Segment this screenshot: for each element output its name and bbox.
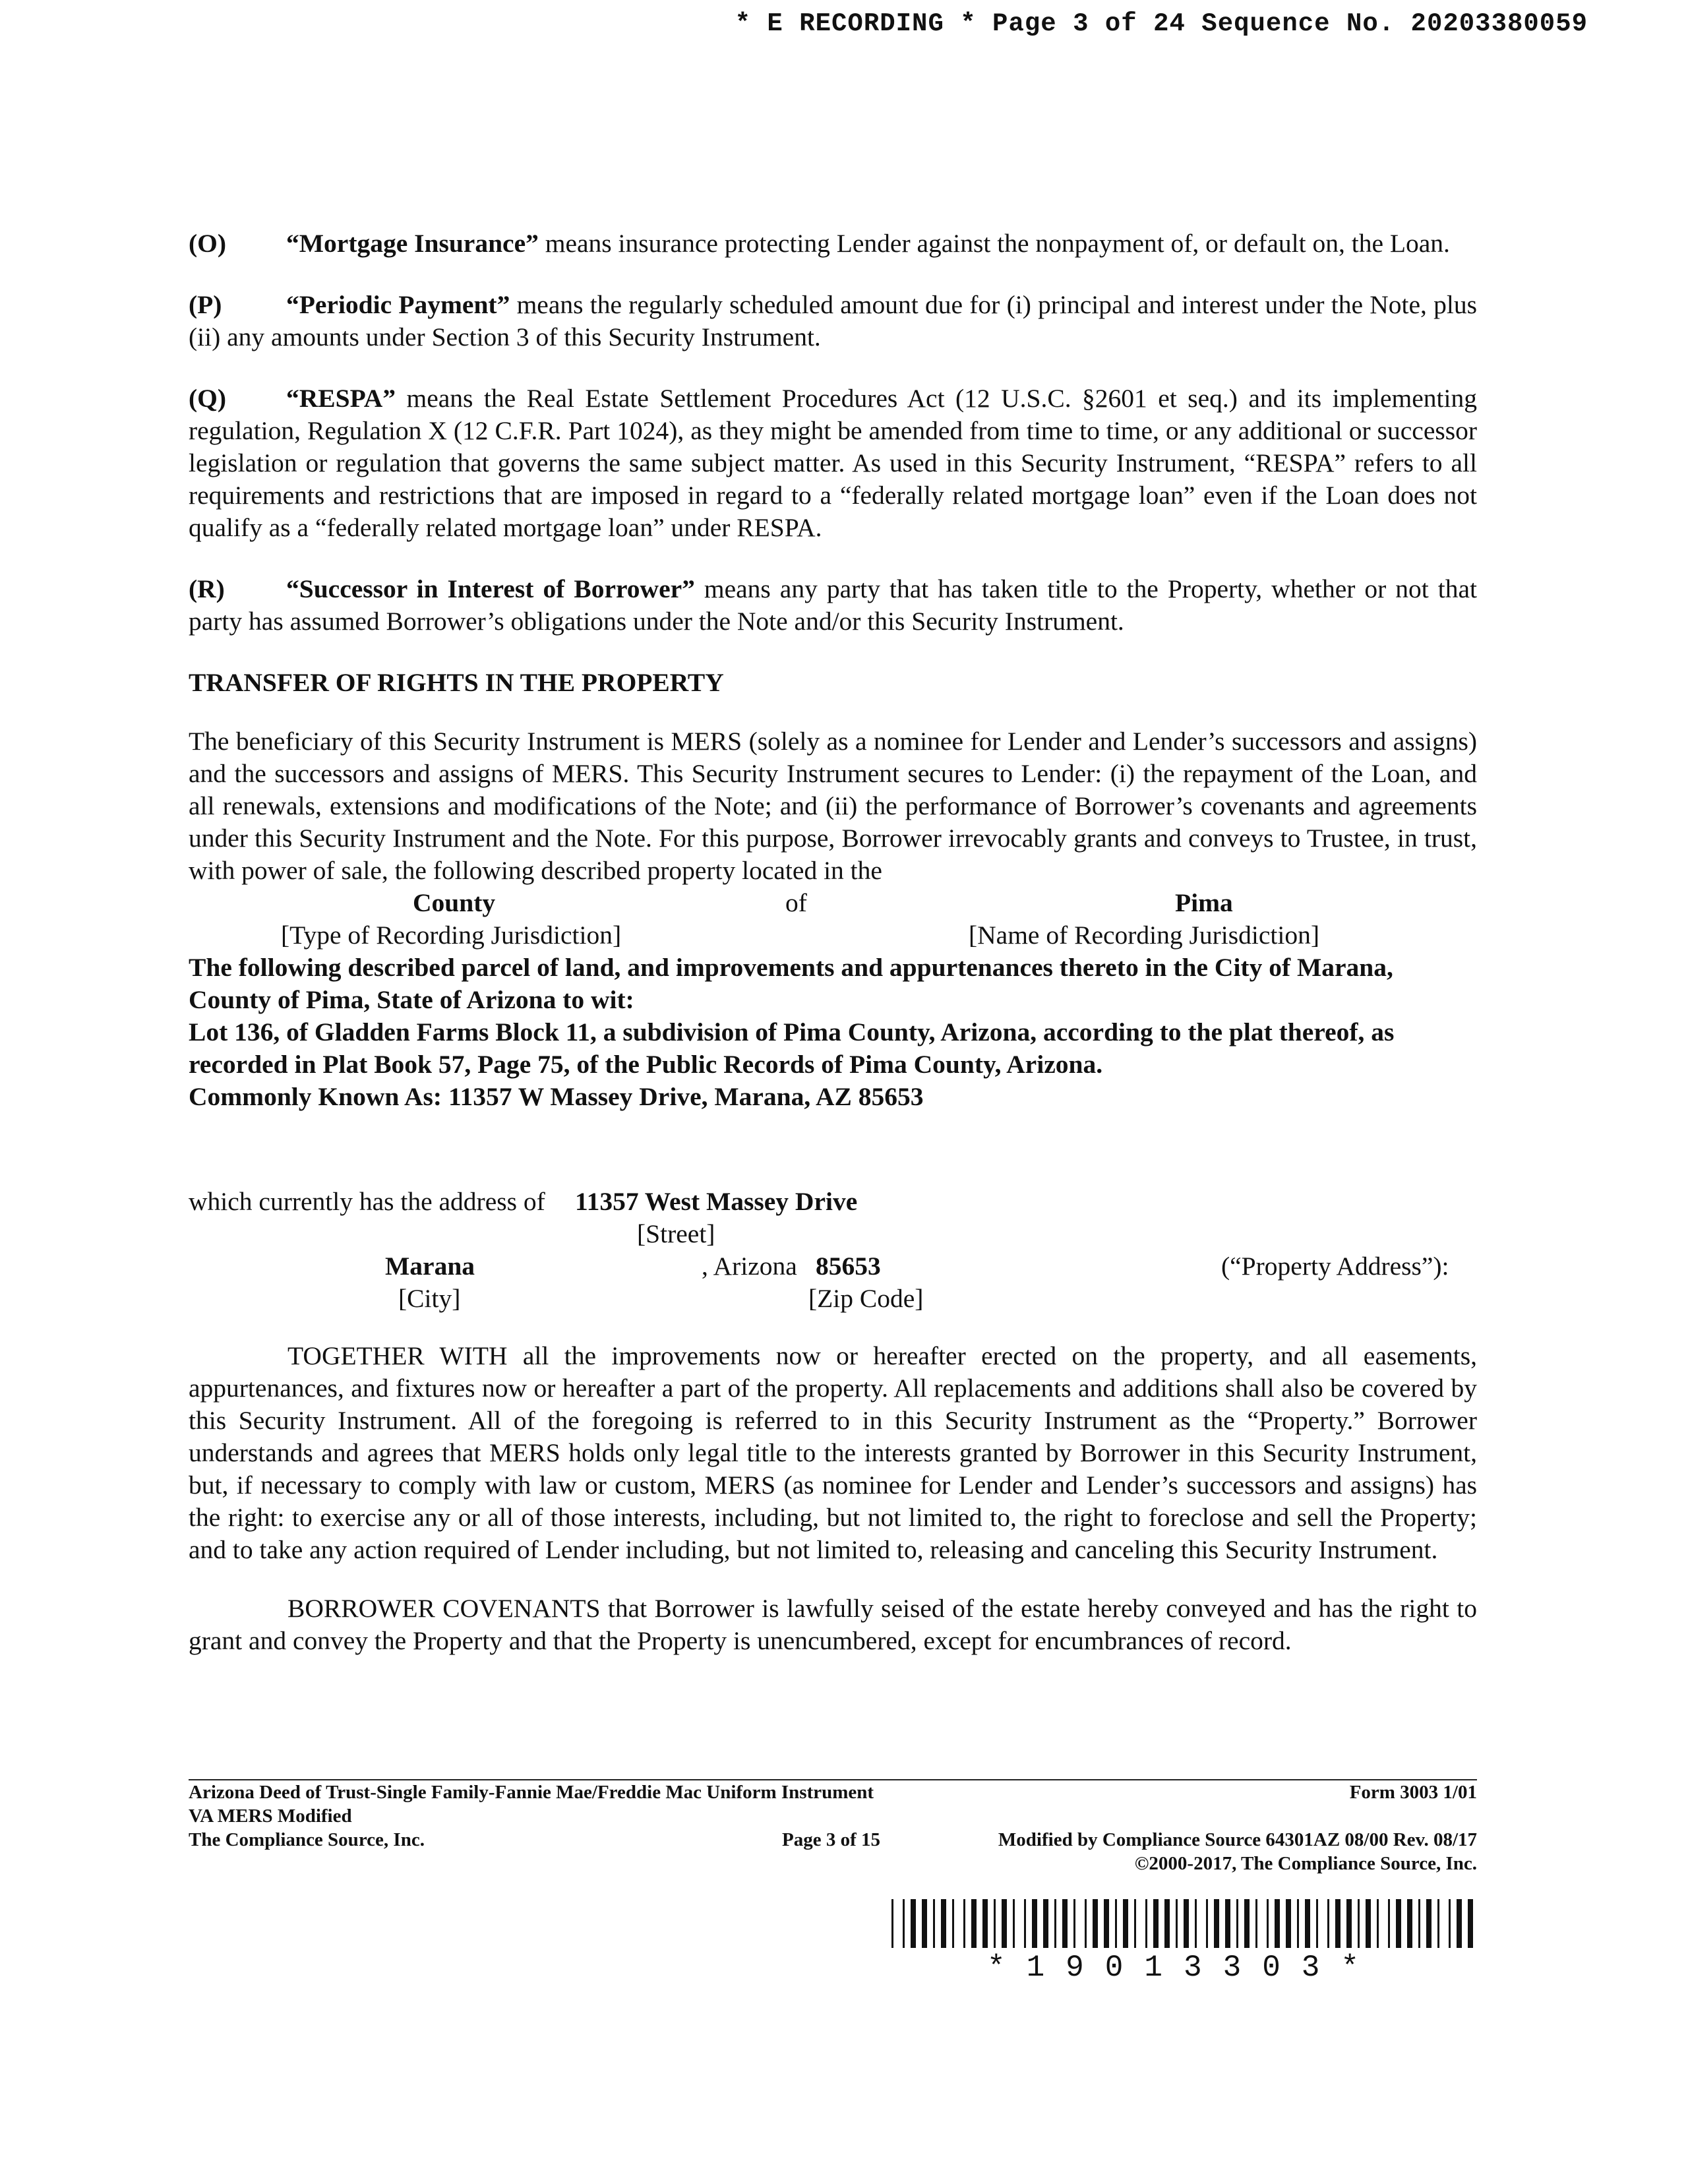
address-zip: 85653 xyxy=(816,1252,881,1281)
address-line xyxy=(189,1186,1477,1218)
barcode-bar xyxy=(1013,1899,1015,1948)
barcode-bar xyxy=(1449,1899,1451,1948)
barcode-bar xyxy=(1396,1899,1401,1948)
barcode-bars xyxy=(890,1899,1477,1951)
barcode-bar xyxy=(1377,1899,1379,1948)
form-page-number: Page 3 of 15 xyxy=(782,1829,880,1850)
definition-text: means any party that has taken title to the Property, whether or not that party has assumed Borrower’s obligations under the Note and/or this Security Instrument. xyxy=(189,574,1477,636)
barcode-bar xyxy=(1214,1899,1219,1948)
definition-letter: (P) xyxy=(189,290,222,319)
definition-letter: (R) xyxy=(189,574,225,603)
barcode-bar xyxy=(1054,1899,1056,1948)
definition-term: “Successor in Interest of Borrower” xyxy=(286,574,695,603)
legal-description-1: The following described parcel of land, and improvements and appurtenances thereto in the City of Marana, County of Pima, State of Arizona to wit: xyxy=(189,953,1393,1014)
definition-mortgage-insurance xyxy=(189,228,1477,260)
jurisdiction-type: County xyxy=(413,888,496,917)
barcode-bar xyxy=(1206,1899,1208,1948)
address-street: 11357 West Massey Drive xyxy=(575,1187,858,1216)
barcode-bar xyxy=(1002,1899,1007,1948)
jurisdiction-caption-row xyxy=(189,919,1477,952)
jurisdiction-name-caption: [Name of Recording Jurisdiction] xyxy=(969,921,1320,950)
barcode-bar xyxy=(1115,1899,1117,1948)
barcode-bar xyxy=(922,1899,927,1948)
definition-letter: (Q) xyxy=(189,384,227,413)
form-modifier: VA MERS Modified xyxy=(189,1805,352,1827)
barcode-bar xyxy=(1145,1899,1147,1948)
definition-term: “RESPA” xyxy=(286,384,396,413)
barcode-bar xyxy=(1286,1899,1291,1948)
transfer-paragraph: The beneficiary of this Security Instrument is MERS (solely as a nominee for Lender and Lender’s successors and assigns) and the successors and assigns of MERS. This Security Instrument secures to Lender: (i) the repayment of the Loan, and all renewals, extensions and modifications of the Note; and (ii) the performance of Borrower’s covenants and agreements under this Security Instrument and the Note. For this purpose, Borrower irrevocably grants and conveys to Trustee, in trust, with power of sale, the following described property located in the xyxy=(189,727,1477,885)
section-heading: TRANSFER OF RIGHTS IN THE PROPERTY xyxy=(189,668,724,697)
form-modified-by: Modified by Compliance Source 64301AZ 08/00 Rev. 08/17 xyxy=(998,1829,1477,1850)
barcode-bar xyxy=(1085,1899,1087,1948)
definition-term: “Periodic Payment” xyxy=(286,290,510,319)
legal-description-3: recorded in Plat Book 57, Page 75, of the Public Records of Pima County, Arizona. xyxy=(189,1050,1103,1079)
barcode-bar xyxy=(1426,1899,1432,1948)
barcode-bar xyxy=(911,1899,916,1948)
barcode-bar xyxy=(1335,1899,1341,1948)
barcode-bar xyxy=(1134,1899,1136,1948)
barcode-bar xyxy=(1104,1899,1109,1948)
barcode-bar xyxy=(963,1899,965,1948)
barcode xyxy=(890,1899,1477,1985)
barcode-bar xyxy=(994,1899,996,1948)
jurisdiction-name: Pima xyxy=(1175,888,1233,917)
definition-respa xyxy=(189,382,1477,544)
barcode-bar xyxy=(1062,1899,1068,1948)
barcode-bar xyxy=(1176,1899,1178,1948)
barcode-bar xyxy=(1457,1899,1462,1948)
zip-caption: [Zip Code] xyxy=(808,1284,924,1313)
barcode-bar xyxy=(1195,1899,1197,1948)
property-address-label: (“Property Address”): xyxy=(1221,1252,1449,1281)
barcode-bar xyxy=(1225,1899,1230,1948)
city-zip-row xyxy=(189,1250,1477,1283)
barcode-bar xyxy=(1267,1899,1269,1948)
jurisdiction-of: of xyxy=(785,888,807,917)
barcode-bar xyxy=(1418,1899,1420,1948)
borrower-covenants-paragraph: BORROWER COVENANTS that Borrower is lawfully seised of the estate hereby conveyed and has the right to grant and convey the Property and that the Property is unencumbered, except for encumbrances of record. xyxy=(189,1594,1477,1655)
barcode-bar xyxy=(891,1899,893,1948)
city-zip-caption-row xyxy=(189,1283,1477,1315)
barcode-bar xyxy=(1366,1899,1371,1948)
footer-row-2 xyxy=(189,1804,1477,1828)
form-number: Form 3003 1/01 xyxy=(1349,1782,1477,1803)
document-body xyxy=(189,228,1477,1657)
barcode-bar xyxy=(1407,1899,1412,1948)
recording-stamp: * E RECORDING * Page 3 of 24 Sequence No. 20203380059 xyxy=(735,9,1588,38)
barcode-bar xyxy=(1388,1899,1390,1948)
barcode-bar xyxy=(1093,1899,1098,1948)
spacer xyxy=(189,1113,1477,1186)
definition-term: “Mortgage Insurance” xyxy=(286,229,539,258)
barcode-bar xyxy=(1275,1899,1280,1948)
barcode-bar xyxy=(1468,1899,1473,1948)
legal-description-4: Commonly Known As: 11357 W Massey Drive, Marana, AZ 85653 xyxy=(189,1082,924,1111)
barcode-bar xyxy=(971,1899,977,1948)
street-caption-row xyxy=(189,1218,1477,1250)
barcode-bar xyxy=(1184,1899,1189,1948)
barcode-bar xyxy=(1153,1899,1159,1948)
jurisdiction-type-caption: [Type of Recording Jurisdiction] xyxy=(281,921,622,950)
barcode-bar xyxy=(1032,1899,1037,1948)
footer-row-3 xyxy=(189,1828,1477,1852)
barcode-bar xyxy=(1244,1899,1250,1948)
definition-successor-in-interest xyxy=(189,573,1477,638)
barcode-bar xyxy=(982,1899,988,1948)
barcode-bar xyxy=(1123,1899,1128,1948)
form-title: Arizona Deed of Trust-Single Family-Fannie Mae/Freddie Mac Uniform Instrument xyxy=(189,1782,874,1803)
address-city: Marana xyxy=(385,1252,475,1281)
definition-periodic-payment xyxy=(189,289,1477,353)
form-footer xyxy=(189,1779,1477,1875)
definition-text: means the Real Estate Settlement Procedures Act (12 U.S.C. §2601 et seq.) and its implementing regulation, Regulation X (12 C.F.R. Part 1024), as they might be amended from time to time, or any additional or successor legislation or regulation that governs the same subject matter. As used in this Security Instrument, “RESPA” refers to all requirements and restrictions that are imposed in regard to a “federally related mortgage loan” even if the Loan does not qualify as a “federally related mortgage loan” under RESPA. xyxy=(189,384,1477,542)
footer-row-4 xyxy=(189,1852,1477,1875)
barcode-bar xyxy=(1043,1899,1048,1948)
barcode-bar xyxy=(1327,1899,1329,1948)
definition-text: means the regularly scheduled amount due for (i) principal and interest under the Note, plus (ii) any amounts under Section 3 of this Security Instrument. xyxy=(189,290,1477,351)
address-lead-text: which currently has the address of xyxy=(189,1187,545,1216)
barcode-bar xyxy=(1236,1899,1238,1948)
definition-text: means insurance protecting Lender against the nonpayment of, or default on, the Loan. xyxy=(538,229,1450,258)
barcode-bar xyxy=(1316,1899,1318,1948)
barcode-bar xyxy=(1297,1899,1299,1948)
together-with-paragraph: TOGETHER WITH all the improvements now or hereafter erected on the property, and all easements, appurtenances, and fixtures now or hereafter a part of the property. All replacements and additions shall also be covered by this Security Instrument. All of the foregoing is referred to in this Security Instrument as the “Property.” Borrower understands and agrees that MERS holds only legal title to the interests granted by Borrower in this Security Instrument, but, if necessary to comply with law or custom, MERS (as nominee for Lender and Lender’s successors and assigns) has the right: to exercise any or all of those interests, including, but not limited to, the right to foreclose and sell the Property; and to take any action required of Lender including, but not limited to, releasing and canceling this Security Instrument. xyxy=(189,1341,1477,1564)
barcode-bar xyxy=(1346,1899,1352,1948)
jurisdiction-row xyxy=(189,887,1477,919)
barcode-bar xyxy=(1024,1899,1026,1948)
barcode-bar xyxy=(1255,1899,1257,1948)
barcode-bar xyxy=(1164,1899,1170,1948)
barcode-bar xyxy=(1437,1899,1439,1948)
legal-description-2: Lot 136, of Gladden Farms Block 11, a subdivision of Pima County, Arizona, according to the plat thereof, as xyxy=(189,1017,1395,1046)
spacer xyxy=(189,1315,1477,1340)
street-caption: [Street] xyxy=(637,1219,715,1248)
barcode-bar xyxy=(1073,1899,1075,1948)
barcode-bar xyxy=(933,1899,935,1948)
barcode-bar xyxy=(952,1899,954,1948)
spacer xyxy=(189,1566,1477,1592)
form-copyright: ©2000-2017, The Compliance Source, Inc. xyxy=(1134,1853,1477,1874)
city-caption: [City] xyxy=(398,1284,461,1313)
footer-row-1 xyxy=(189,1780,1477,1804)
definition-letter: (O) xyxy=(189,229,227,258)
address-state: , Arizona xyxy=(702,1252,797,1281)
barcode-bar xyxy=(1358,1899,1360,1948)
barcode-bar xyxy=(903,1899,905,1948)
barcode-bar xyxy=(1305,1899,1310,1948)
barcode-text: *19013303* xyxy=(986,1951,1381,1985)
form-company: The Compliance Source, Inc. xyxy=(189,1829,425,1850)
barcode-bar xyxy=(941,1899,946,1948)
